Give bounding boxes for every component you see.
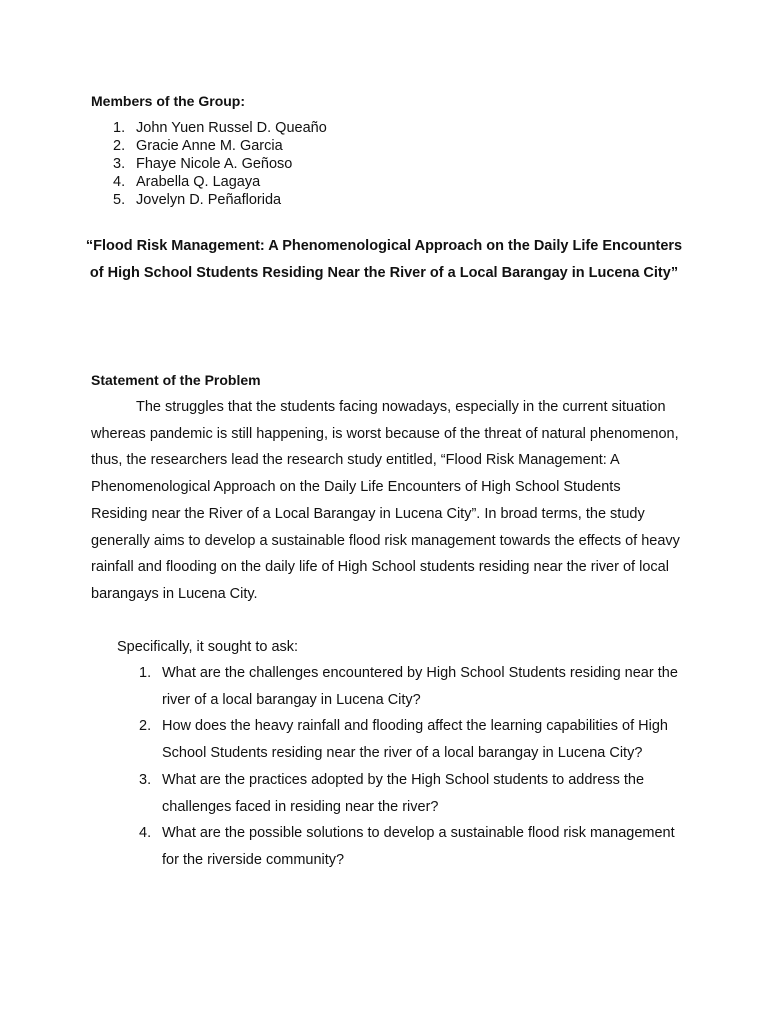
list-item-number: 1.	[139, 665, 152, 681]
list-item-number: 2.	[139, 718, 152, 735]
question-text: What are the practices adopted by the High School students to address the challenges faced in residing near the river?	[162, 771, 645, 815]
list-item	[139, 820, 684, 873]
list-item-number: 1.	[113, 120, 126, 136]
list-item	[113, 119, 327, 137]
list-item-number: 3.	[139, 771, 152, 788]
question-text: What are the possible solutions to develop a sustainable flood risk management for the riverside community?	[162, 825, 675, 868]
statement-paragraph: The struggles that the students facing nowadays, especially in the current situation whereas pandemic is still happening, is worst because of the threat of natural phenomenon, thus, the researchers lead the research study entitled, “Flood Risk Management: A Phenomenological Approach on the Daily Life Encounters of High School Students Residing near the River of a Local Barangay in Lucena City”. In broad terms, the study generally aims to develop a sustainable flood risk management towards the effects of heavy rainfall and flooding on the daily life of High School students residing near the river of local barangays in Lucena City.	[91, 399, 680, 602]
list-item-number: 4.	[113, 174, 126, 190]
member-name: Arabella Q. Lagaya	[136, 174, 261, 190]
question-text: What are the challenges encountered by High School Students residing near the river of a local barangay in Lucena City?	[162, 665, 678, 708]
members-list	[113, 119, 327, 209]
research-questions-list	[139, 660, 684, 874]
research-title: “Flood Risk Management: A Phenomenological Approach on the Daily Life Encounters of High School Students Residing Near the River of a Local Barangay in Lucena City”	[85, 238, 683, 281]
list-item	[113, 191, 327, 209]
member-name: Fhaye Nicole A. Geñoso	[136, 156, 293, 172]
list-item	[139, 767, 684, 820]
member-name: Jovelyn D. Peñaflorida	[136, 192, 282, 208]
list-item-number: 3.	[113, 156, 126, 172]
specific-intro: Specifically, it sought to ask:	[117, 639, 299, 655]
list-item-number: 5.	[113, 192, 126, 208]
member-name: John Yuen Russel D. Queaño	[136, 120, 327, 136]
list-item	[113, 173, 327, 191]
question-text: How does the heavy rainfall and flooding affect the learning capabilities of High School Students residing near the river of a local barangay in Lucena City?	[162, 718, 668, 762]
list-item-number: 2.	[113, 138, 126, 154]
list-item	[113, 137, 327, 155]
member-name: Gracie Anne M. Garcia	[136, 138, 283, 154]
statement-heading: Statement of the Problem	[91, 372, 261, 388]
list-item	[139, 660, 684, 713]
list-item-number: 4.	[139, 825, 152, 842]
list-item	[113, 155, 327, 173]
members-heading: Members of the Group:	[91, 93, 246, 109]
list-item	[139, 713, 684, 766]
